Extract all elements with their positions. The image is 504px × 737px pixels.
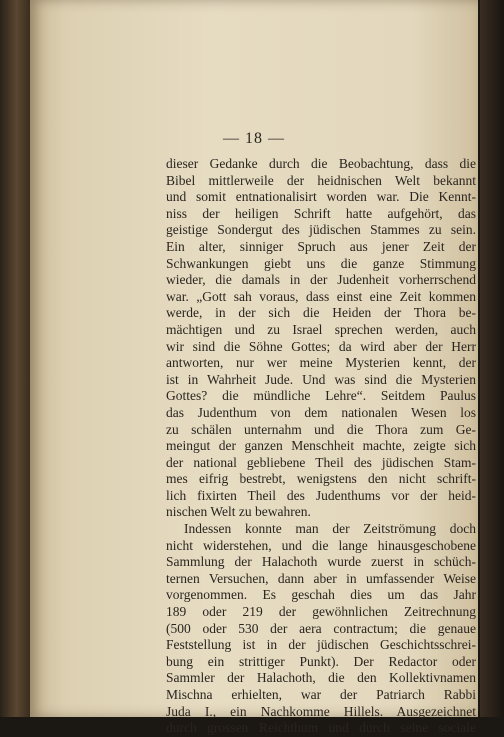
book-page [30,0,478,736]
text-line: wieder, die damals in der Judenheit vorherrschend [166,272,476,288]
text-line: niss der heiligen Schrift hatte aufgehört, das [166,205,476,221]
page-number: — 18 — [223,130,285,147]
text-line: war. „Gott sah voraus, dass einst eine Zeit kommen [166,288,476,304]
text-line: Mischna erhielten, war der Patriarch Rabbi [166,687,476,702]
text-line: durch grossen Reichthum und durch seine sociale [166,720,476,736]
text-line: geistige Sondergut des jüdischen Stammes zu sein. [166,222,476,238]
text-line: Schwankungen giebt uns die ganze Stimmung [166,255,476,271]
text-line: vorgenommen. Es geschah dies um das Jahr [166,587,476,603]
text-line: meingut der ganzen Menschheit machte, zeigte sich [166,438,476,454]
book-binding-edge [0,0,30,717]
text-line: ternen Versuchen, dann aber in umfassender Weise [166,570,476,586]
text-line: der national gebliebene Theil des jüdischen Stam- [166,454,476,470]
text-line: nischen Welt zu bewahren. [166,504,311,520]
text-line: 189 oder 219 der gewöhnlichen Zeitrechnung [166,604,476,620]
text-line: Gottes? die mündliche Lehre“. Seitdem Paulus [166,388,476,404]
text-line: Juda I., ein Nachkomme Hillels. Ausgezeichnet [166,703,476,719]
text-line: ist in Wahrheit Jude. Und was sind die Mysterien [166,371,476,387]
text-line: nicht widerstehen, und die lange hinausgeschobene [166,537,476,553]
text-line: und somit entnationalisirt worden war. Die Kennt- [166,189,476,205]
text-line: Feststellung ist in der jüdischen Geschichtsschrei- [166,637,476,653]
text-line: Sammlung der Halachoth wurde zuerst in schüch- [166,554,476,570]
text-line: lich fixirten Theil des Judenthums vor der heid- [166,487,476,503]
text-line: mes eifrig bestrebt, wenigstens den nicht schrift- [166,471,476,487]
facing-page-edge [480,0,504,717]
text-line: zu schälen unternahm und die Thora zum Ge- [166,421,476,437]
text-line: Bibel mittlerweile der heidnischen Welt bekannt [166,172,476,188]
text-line: wir sind die Söhne Gottes; da wird aber der Herr [166,338,476,354]
text-line: Ein alter, sinniger Spruch aus jener Zeit der [166,238,476,254]
text-line: bung ein strittiger Punkt). Der Redactor oder [166,653,476,669]
text-line: Indessen konnte man der Zeitströmung doch [184,521,476,537]
text-line: (500 oder 530 der aera contractum; die genaue [166,620,476,636]
text-line: das Judenthum von dem nationalen Wesen los [166,404,476,420]
page-body-text [166,156,476,737]
text-line: Sammler der Halachoth, die den Kollektivnamen [166,670,476,686]
text-line: werde, in der sich die Heiden der Thora be- [166,305,476,321]
text-line: antworten, nur wer meine Mysterien kennt, der [166,355,476,371]
text-line: mächtigen und zu Israel sprechen werden, auch [166,321,476,337]
text-line: dieser Gedanke durch die Beobachtung, dass die [166,156,476,171]
